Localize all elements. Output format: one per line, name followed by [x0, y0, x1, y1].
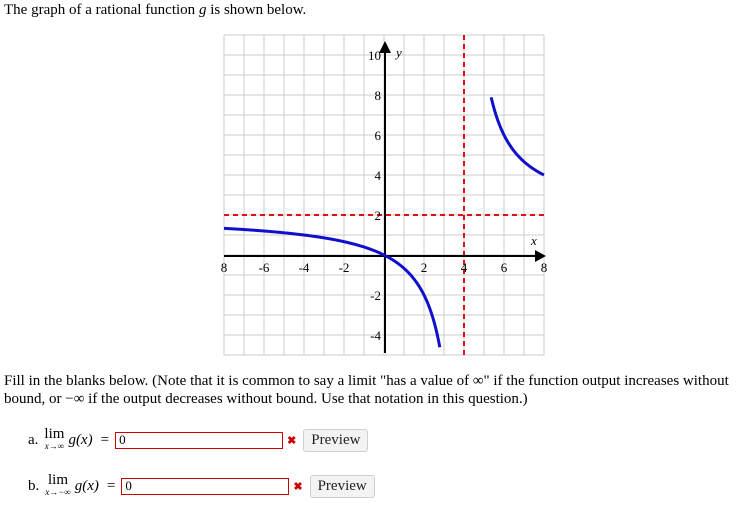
answer-b-input[interactable]	[121, 478, 289, 495]
problem-intro	[4, 2, 306, 19]
axes	[224, 41, 546, 353]
intro-suffix: is shown below.	[206, 2, 307, 18]
question-a	[28, 428, 368, 452]
x-tick-label: 8	[220, 260, 228, 275]
left-branch-curve	[224, 228, 440, 347]
y-tick-label: 4	[374, 168, 381, 183]
limit-a-expr: g(x)	[68, 431, 93, 448]
limit-a	[44, 428, 64, 452]
x-axis-label: x	[531, 233, 537, 248]
instructions-note: Fill in the blanks below. (Note that it is common to say a limit "has a value of ∞" if the function output increases without bound, or −∞ if the output decreases without bound. Use that notation in this question.)	[4, 373, 729, 407]
y-tick-label: -2	[370, 288, 381, 303]
preview-a-button[interactable]: Preview	[303, 429, 368, 452]
y-tick-label: 2	[374, 208, 381, 223]
limit-b-lim: lim	[47, 472, 68, 488]
limit-a-eq: =	[100, 431, 110, 448]
x-tick-label: -2	[338, 260, 350, 275]
intro-variable: g	[198, 2, 207, 18]
right-branch-curve	[491, 97, 544, 175]
question-b-label: b.	[28, 477, 40, 494]
y-tick-label: 10	[368, 48, 381, 63]
preview-b-button[interactable]: Preview	[310, 475, 375, 498]
y-tick-label: -4	[370, 328, 381, 343]
y-tick-label: 6	[374, 128, 381, 143]
x-tick-label: 6	[500, 260, 508, 275]
y-axis-label: y	[396, 45, 402, 60]
y-tick-label: 8	[374, 88, 381, 103]
limit-b	[45, 474, 70, 498]
x-tick-label: 4	[460, 260, 468, 275]
rational-function-graph	[220, 35, 548, 358]
x-tick-label: -6	[258, 260, 270, 275]
answer-a-input[interactable]	[115, 432, 283, 449]
x-tick-label: 2	[420, 260, 428, 275]
x-tick-label: -4	[298, 260, 310, 275]
incorrect-b-icon: ✖	[293, 480, 303, 493]
limit-b-sub: x→−∞	[45, 487, 71, 497]
intro-prefix: The graph of a rational function	[4, 2, 199, 18]
limit-a-lim: lim	[44, 426, 65, 442]
limit-a-sub: x→∞	[44, 441, 65, 451]
limit-b-eq: =	[106, 477, 116, 494]
question-b	[28, 474, 375, 498]
incorrect-a-icon: ✖	[287, 434, 297, 447]
question-a-label: a.	[28, 431, 39, 448]
limit-b-expr: g(x)	[74, 477, 99, 494]
x-tick-label: 8	[540, 260, 548, 275]
